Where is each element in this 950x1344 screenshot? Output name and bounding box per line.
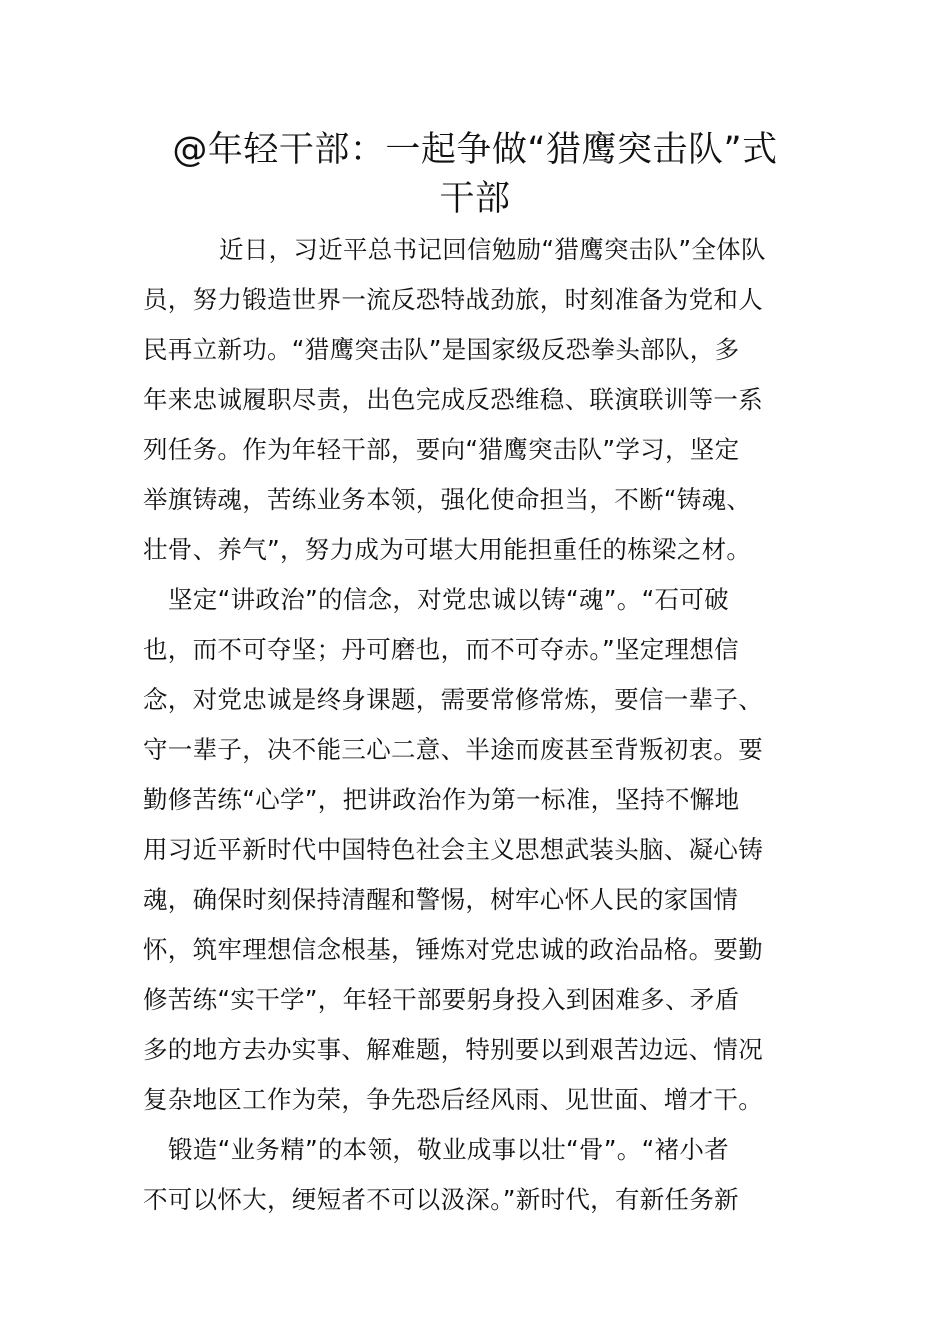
document-title [140,126,810,224]
document-body [143,225,813,1225]
paragraph-line: 举旗铸魂，苦练业务本领，强化使命担当，不断“铸魂、 [143,485,752,514]
paragraph-intro [143,225,813,575]
paragraph-skills [143,1125,813,1225]
paragraph-line: 近日，习近平总书记回信勉励“猎鹰突击队”全体队 [219,235,766,264]
paragraph-line: 魂，确保时刻保持清醒和警惕，树牢心怀人民的家国情 [143,885,739,914]
paragraph-politics [143,575,813,1125]
paragraph-line: 守一辈子，决不能三心二意、半途而废甚至背叛初衷。要 [143,735,763,764]
paragraph-line: 怀，筑牢理想信念根基，锤炼对党忠诚的政治品格。要勤 [143,935,763,964]
paragraph-line: 锻造“业务精”的本领，敬业成事以壮“骨”。“褚小者 [168,1135,729,1164]
paragraph-line: 民再立新功。“猎鹰突击队”是国家级反恐拳头部队，多 [143,335,740,364]
paragraph-line: 不可以怀大，绠短者不可以汲深。”新时代，有新任务新 [143,1185,739,1214]
title-line-2: 干部 [439,179,511,219]
paragraph-line: 多的地方去办实事、解难题，特别要以到艰苦边远、情况 [143,1035,763,1064]
paragraph-line: 坚定“讲政治”的信念，对党忠诚以铸“魂”。“石可破 [168,585,729,614]
paragraph-line: 修苦练“实干学”，年轻干部要躬身投入到困难多、矛盾 [143,985,740,1014]
paragraph-line: 勤修苦练“心学”，把讲政治作为第一标准，坚持不懈地 [143,785,740,814]
paragraph-line: 列任务。作为年轻干部，要向“猎鹰突击队”学习，坚定 [143,435,740,464]
paragraph-line: 复杂地区工作为荣，争先恐后经风雨、见世面、增才干。 [143,1085,763,1114]
paragraph-line: 员，努力锻造世界一流反恐特战劲旅，时刻准备为党和人 [143,285,763,314]
paragraph-line: 用习近平新时代中国特色社会主义思想武装头脑、凝心铸 [143,835,763,864]
paragraph-line: 年来忠诚履职尽责，出色完成反恐维稳、联演联训等一系 [143,385,763,414]
paragraph-line: 也，而不可夺坚；丹可磨也，而不可夺赤。”坚定理想信 [143,635,739,664]
paragraph-line: 壮骨、养气”，努力成为可堪大用能担重任的栋梁之材。 [143,535,752,564]
paragraph-line: 念，对党忠诚是终身课题，需要常修常炼，要信一辈子、 [143,685,763,714]
title-line-1: @年轻干部：一起争做“猎鹰突击队”式 [172,130,778,170]
